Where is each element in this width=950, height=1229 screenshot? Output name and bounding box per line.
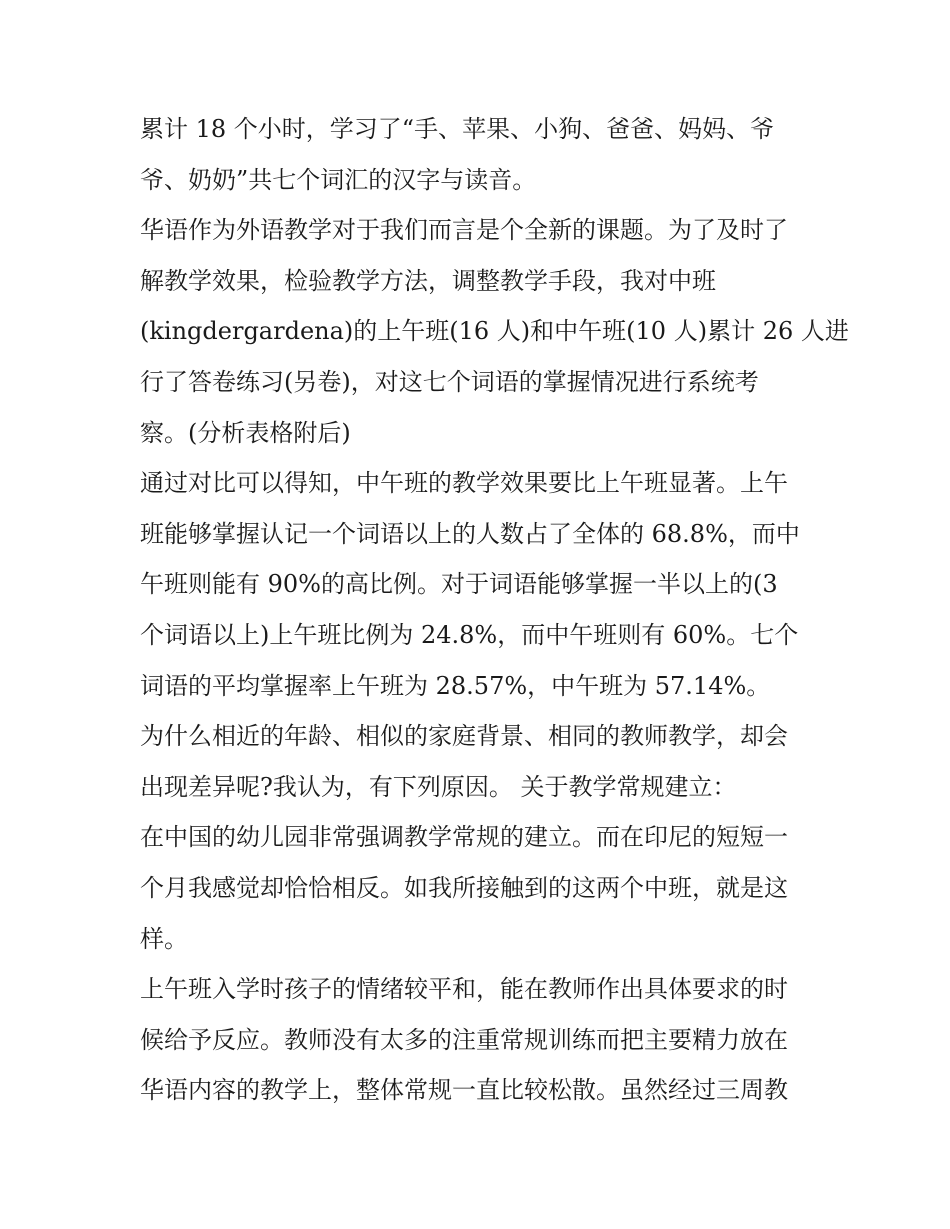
text-line: 词语的平均掌握率上午班为 28.57%，中午班为 57.14%。 — [140, 671, 771, 700]
text-line: 班能够掌握认记一个词语以上的人数占了全体的 68.8%，而中 — [140, 519, 800, 548]
text-line: 为什么相近的年龄、相似的家庭背景、相同的教师教学，却会 — [140, 722, 788, 751]
text-line: 华语作为外语教学对于我们而言是个全新的课题。为了及时了 — [140, 216, 788, 245]
text-line: 出现差异呢?我认为，有下列原因。 关于教学常规建立： — [140, 772, 737, 801]
text-line: 上午班入学时孩子的情绪较平和，能在教师作出具体要求的时 — [140, 975, 788, 1004]
text-line: 个月我感觉却恰恰相反。如我所接触到的这两个中班，就是这 — [140, 873, 788, 902]
text-line: 在中国的幼儿园非常强调教学常规的建立。而在印尼的短短一 — [140, 823, 788, 852]
text-line: 午班则能有 90%的高比例。对于词语能够掌握一半以上的(3 — [140, 570, 778, 599]
text-line: 个词语以上)上午班比例为 24.8%，而中午班则有 60%。七个 — [140, 620, 799, 649]
text-line: (kingdergardena)的上午班(16 人)和中午班(10 人)累计 26 人进 — [140, 317, 849, 346]
document-body — [140, 104, 849, 1116]
text-line: 累计 18 个小时，学习了“手、苹果、小狗、爸爸、妈妈、爷 — [140, 115, 775, 143]
text-line: 行了答卷练习(另卷)，对这七个词语的掌握情况进行系统考 — [140, 367, 759, 396]
text-line: 察。(分析表格附后) — [140, 418, 351, 447]
text-line: 解教学效果，检验教学方法，调整教学手段，我对中班 — [140, 266, 716, 295]
text-line: 候给予反应。教师没有太多的注重常规训练而把主要精力放在 — [140, 1025, 788, 1054]
text-line: 爷、奶奶”共七个词汇的汉字与读音。 — [140, 165, 537, 194]
text-line: 通过对比可以得知，中午班的教学效果要比上午班显著。上午 — [140, 469, 788, 498]
text-line: 样。 — [140, 924, 188, 953]
text-line: 华语内容的教学上，整体常规一直比较松散。虽然经过三周教 — [140, 1076, 788, 1105]
